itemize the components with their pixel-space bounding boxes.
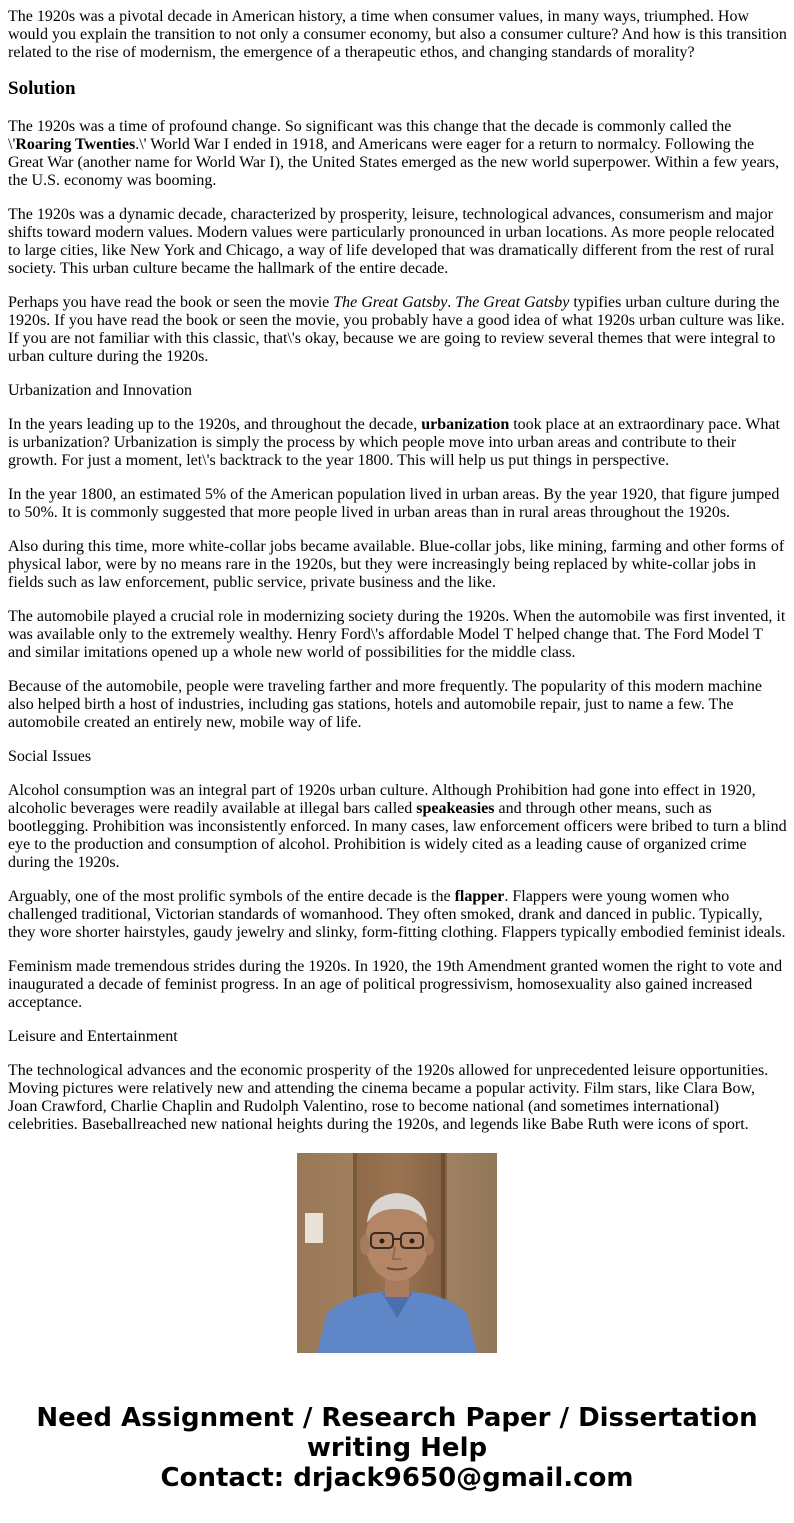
question-text: The 1920s was a pivotal decade in American history, a time when consumer values, in many ways, triumphed. How would you explain the transition to not only a consumer economy, but also a consumer culture? And how is this transition related to the rise of modernism, the emergence of a therapeutic ethos, and changing standards of morality?	[8, 8, 787, 61]
banner-line-1: Need Assignment / Research Paper / Dissertation	[36, 1403, 758, 1433]
section-heading-urbanization: Urbanization and Innovation	[8, 382, 192, 399]
paragraph-4: In the years leading up to the 1920s, and throughout the decade, urbanization took place at an extraordinary pace. What is urbanization? Urbanization is simply the process by which people move into urban areas and contribute to their growth. For just a moment, let\'s backtrack to the year 1800. This will help us put things in perspective.	[8, 416, 780, 469]
paragraph-12: The technological advances and the economic prosperity of the 1920s allowed for unprecedented leisure opportunities. Moving pictures were relatively new and attending the cinema became a popular activity. Film stars, like Clara Bow, Joan Crawford, Charlie Chaplin and Rudolph Valentino, rose to become national (and sometimes international) celebrities. Baseballreached new national heights during the 1920s, and legends like Babe Ruth were icons of sport.	[8, 1062, 769, 1133]
paragraph-11: Feminism made tremendous strides during the 1920s. In 1920, the 19th Amendment granted women the right to vote and inaugurated a decade of feminist progress. In an age of political progressivism, homosexuality also gained increased acceptance.	[8, 958, 783, 1011]
paragraph-1: The 1920s was a time of profound change. So significant was this change that the decade is commonly called the \'Roaring Twenties.\' World War I ended in 1918, and Americans were eager for a return to normalcy. Following the Great War (another name for World War I), the United States emerged as the new world superpower. Within a few years, the U.S. economy was booming.	[8, 118, 780, 189]
paragraph-3: Perhaps you have read the book or seen the movie The Great Gatsby. The Great Gatsby typifies urban culture during the 1920s. If you have read the book or seen the movie, you probably have a good idea of what 1920s urban culture was like. If you are not familiar with this classic, that\'s okay, because we are going to review several themes that were integral to urban culture during the 1920s.	[8, 294, 785, 365]
section-heading-leisure: Leisure and Entertainment	[8, 1028, 178, 1045]
paragraph-2: The 1920s was a dynamic decade, characterized by prosperity, leisure, technological advances, consumerism and major shifts toward modern values. Modern values were particularly pronounced in urban locations. As more people relocated to large cities, like New York and Chicago, a way of life developed that was dramatically different from the rest of rural society. This urban culture became the hallmark of the entire decade.	[8, 206, 775, 277]
author-avatar	[297, 1153, 497, 1353]
paragraph-9: Alcohol consumption was an integral part of 1920s urban culture. Although Prohibition had gone into effect in 1920, alcoholic beverages were readily available at illegal bars called speakeasies and through other means, such as bootlegging. Prohibition was inconsistently enforced. In many cases, law enforcement officers were bribed to turn a blind eye to the production and consumption of alcohol. Prohibition is widely cited as a leading cause of organized crime during the 1920s.	[8, 782, 787, 871]
paragraph-7: The automobile played a crucial role in modernizing society during the 1920s. When the automobile was first invented, it was available only to the extremely wealthy. Henry Ford\'s affordable Model T helped change that. The Ford Model T and similar imitations opened up a whole new world of possibilities for the middle class.	[8, 608, 786, 661]
article-body	[8, 0, 788, 1133]
paragraph-5: In the year 1800, an estimated 5% of the American population lived in urban areas. By the year 1920, that figure jumped to 50%. It is commonly suggested that more people lived in urban areas than in rural areas throughout the 1920s.	[8, 486, 780, 521]
paragraph-8: Because of the automobile, people were traveling farther and more frequently. The popularity of this modern machine also helped birth a host of industries, including gas stations, hotels and automobile repair, just to name a few. The automobile created an entirely new, mobile way of life.	[8, 678, 762, 731]
paragraph-10: Arguably, one of the most prolific symbols of the entire decade is the flapper. Flappers were young women who challenged traditional, Victorian standards of womanhood. They often smoked, drank and danced in public. Typically, they wore shorter hairstyles, gaudy jewelry and slinky, form-fitting clothing. Flappers typically embodied feminist ideals.	[8, 888, 786, 941]
contact-email: Contact: drjack9650@gmail.com	[160, 1463, 634, 1493]
paragraph-6: Also during this time, more white-collar jobs became available. Blue-collar jobs, like mining, farming and other forms of physical labor, were by no means rare in the 1920s, but they were increasingly being replaced by white-collar jobs in fields such as law enforcement, public service, private business and the like.	[8, 538, 785, 591]
contact-banner	[0, 1403, 794, 1493]
solution-heading: Solution	[8, 78, 76, 99]
author-portrait-icon	[297, 1153, 497, 1353]
section-heading-social: Social Issues	[8, 748, 92, 765]
banner-line-2: writing Help	[306, 1433, 488, 1463]
